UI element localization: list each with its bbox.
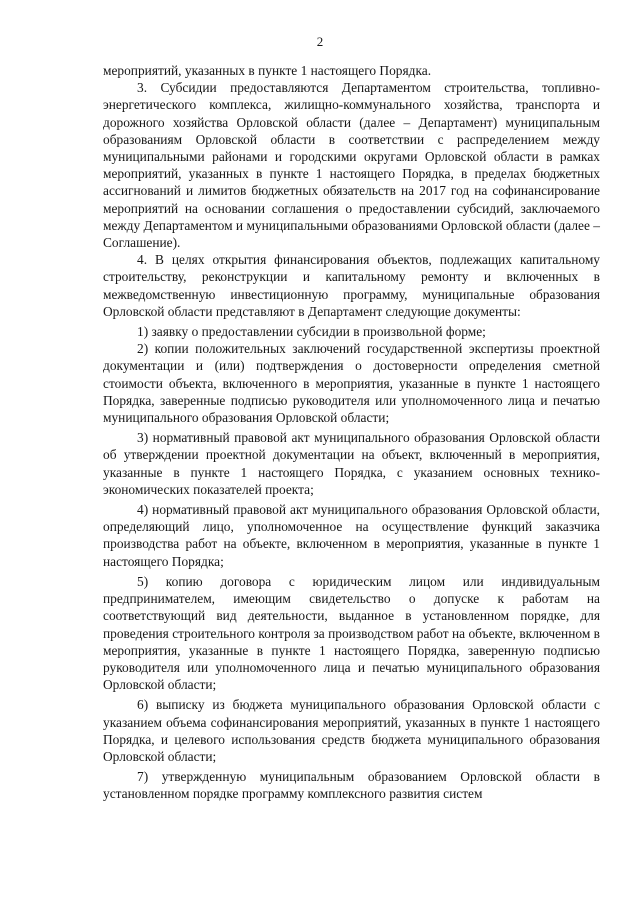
list-item-7: 7) утвержденную муниципальным образованием Орловской области в установленном порядке программу комплексного развития систем <box>103 769 600 802</box>
list-item-4: 4) нормативный правовой акт муниципального образования Орловской области, определяющий лицо, уполномоченное на осуществление функций заказчика производства работ на объекте, включенном в мероприятия, указанные в пункте 1 настоящего Порядка; <box>103 502 600 569</box>
list-item-6: 6) выписку из бюджета муниципального образования Орловской области с указанием объема софинансирования мероприятий, указанных в пункте 1 настоящего Порядка, и целевого использования средств бюджета муниципального образования Орловской области; <box>103 697 600 764</box>
list-item-5: 5) копию договора с юридическим лицом или индивидуальным предпринимателем, имеющим свидетельство о допуске к работам на соответствующий вид деятельности, выданное в установленном порядке, для проведения строительного контроля за производством работ на объекте, включенном в мероприятия, указанные в пункте 1 настоящего Порядка, заверенную подписью руководителя или уполномоченного лица и печатью муниципального образования Орловской области; <box>103 573 600 693</box>
page-number: 2 <box>316 34 324 49</box>
paragraph-item-4: 4. В целях открытия финансирования объектов, подлежащих капитальному строительству, реконструкции и капитальному ремонту и включенных в межведомственную инвестиционную программу, муниципальные образования Орловской области представляют в Департамент следующие документы: <box>103 252 600 319</box>
paragraph-continuation: мероприятий, указанных в пункте 1 настоящего Порядка. <box>103 63 432 78</box>
paragraph-item-3: 3. Субсидии предоставляются Департаментом строительства, топливно-энергетического комплекса, жилищно-коммунального хозяйства, транспорта и дорожного хозяйства Орловской области (далее – Департамент) муниципальным образованиям Орловской области в соответствии с распределением между муниципальными районами и городскими округами Орловской области в рамках мероприятий, указанных в пункте 1 настоящего Порядка, в пределах бюджетных ассигнований и лимитов бюджетных обязательств на 2017 год на софинансирование мероприятий на основании соглашения о предоставлении субсидий, заключаемого между Департаментом и муниципальными образованиями Орловской области (далее – Соглашение). <box>103 80 600 251</box>
document-body <box>103 62 600 803</box>
list-item-3: 3) нормативный правовой акт муниципального образования Орловской области об утверждении проектной документации на объект, включенный в мероприятия, указанные в пункте 1 настоящего Порядка, с указанием основных технико-экономических показателей проекта; <box>103 430 600 497</box>
list-item-1: 1) заявку о предоставлении субсидии в произвольной форме; <box>137 324 486 340</box>
list-item-2: 2) копии положительных заключений государственной экспертизы проектной документации и (или) подтверждения о достоверности определения сметной стоимости объекта, включенного в мероприятия, указанные в пункте 1 настоящего Порядка, заверенные подписью руководителя или уполномоченного лица и печатью муниципального образования Орловской области; <box>103 341 600 426</box>
